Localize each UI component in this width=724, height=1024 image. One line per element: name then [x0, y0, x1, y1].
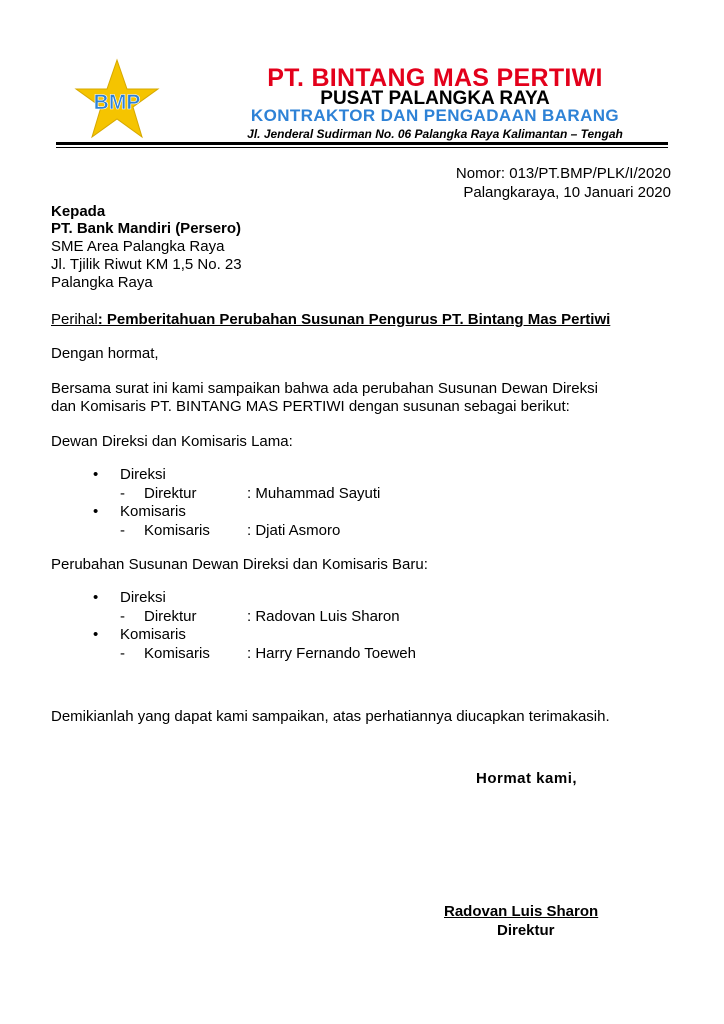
old-role-director: Direktur	[144, 485, 197, 502]
company-name: PT. BINTANG MAS PERTIWI	[267, 64, 603, 92]
bullet-icon: •	[93, 626, 99, 643]
new-person-director: : Radovan Luis Sharon	[247, 608, 400, 625]
new-group-commissioners: Komisaris	[120, 626, 186, 643]
new-role-commissioner: Komisaris	[144, 645, 210, 662]
recipient-label: Kepada	[51, 203, 106, 220]
closing-sentence: Demikianlah yang dapat kami sampaikan, atas perhatiannya diucapkan terimakasih.	[51, 708, 610, 725]
letterhead-divider	[56, 142, 668, 145]
old-group-commissioners: Komisaris	[120, 503, 186, 520]
company-logo	[74, 58, 160, 140]
recipient-line-2: Jl. Tjilik Riwut KM 1,5 No. 23	[51, 256, 242, 273]
bullet-icon: •	[93, 503, 99, 520]
dash-icon: -	[120, 645, 125, 662]
letter-date: Palangkaraya, 10 Januari 2020	[463, 184, 671, 201]
company-city: PUSAT PALANGKA RAYA	[320, 88, 550, 109]
company-address: Jl. Jenderal Sudirman No. 06 Palangka Raya Kalimantan – Tengah	[247, 127, 623, 141]
greeting: Dengan hormat,	[51, 345, 159, 362]
old-board-heading: Dewan Direksi dan Komisaris Lama:	[51, 433, 293, 450]
dash-icon: -	[120, 522, 125, 539]
signature-salutation: Hormat kami,	[476, 770, 578, 787]
bullet-icon: •	[93, 589, 99, 606]
subject-text: : Pemberitahuan Perubahan Susunan Pengurus PT. Bintang Mas Pertiwi	[97, 311, 611, 328]
intro-line-2: dan Komisaris PT. BINTANG MAS PERTIWI dengan susunan sebagai berikut:	[51, 398, 570, 415]
signer-name: Radovan Luis Sharon	[444, 903, 599, 920]
subject-label: Perihal	[51, 311, 98, 328]
signer-title: Direktur	[497, 922, 555, 939]
intro-line-1: Bersama surat ini kami sampaikan bahwa ada perubahan Susunan Dewan Direksi	[51, 380, 598, 397]
dash-icon: -	[120, 608, 125, 625]
subject-line	[51, 311, 610, 329]
recipient-name: PT. Bank Mandiri (Persero)	[51, 220, 242, 237]
letter-number: Nomor: 013/PT.BMP/PLK/I/2020	[455, 165, 671, 182]
new-person-commissioner: : Harry Fernando Toeweh	[247, 645, 416, 662]
new-group-directors: Direksi	[120, 589, 166, 606]
new-board-heading: Perubahan Susunan Dewan Direksi dan Komisaris Baru:	[51, 556, 428, 573]
recipient-line-1: SME Area Palangka Raya	[51, 238, 225, 255]
old-person-commissioner: : Djati Asmoro	[247, 522, 341, 539]
old-role-commissioner: Komisaris	[144, 522, 210, 539]
company-business: KONTRAKTOR DAN PENGADAAN BARANG	[250, 106, 620, 125]
old-group-directors: Direksi	[120, 466, 166, 483]
new-role-director: Direktur	[144, 608, 197, 625]
dash-icon: -	[120, 485, 125, 502]
logo-text: BMP	[93, 91, 141, 114]
old-person-director: : Muhammad Sayuti	[247, 485, 381, 502]
bullet-icon: •	[93, 466, 99, 483]
letterhead-divider-thin	[56, 147, 668, 148]
recipient-line-3: Palangka Raya	[51, 274, 153, 291]
